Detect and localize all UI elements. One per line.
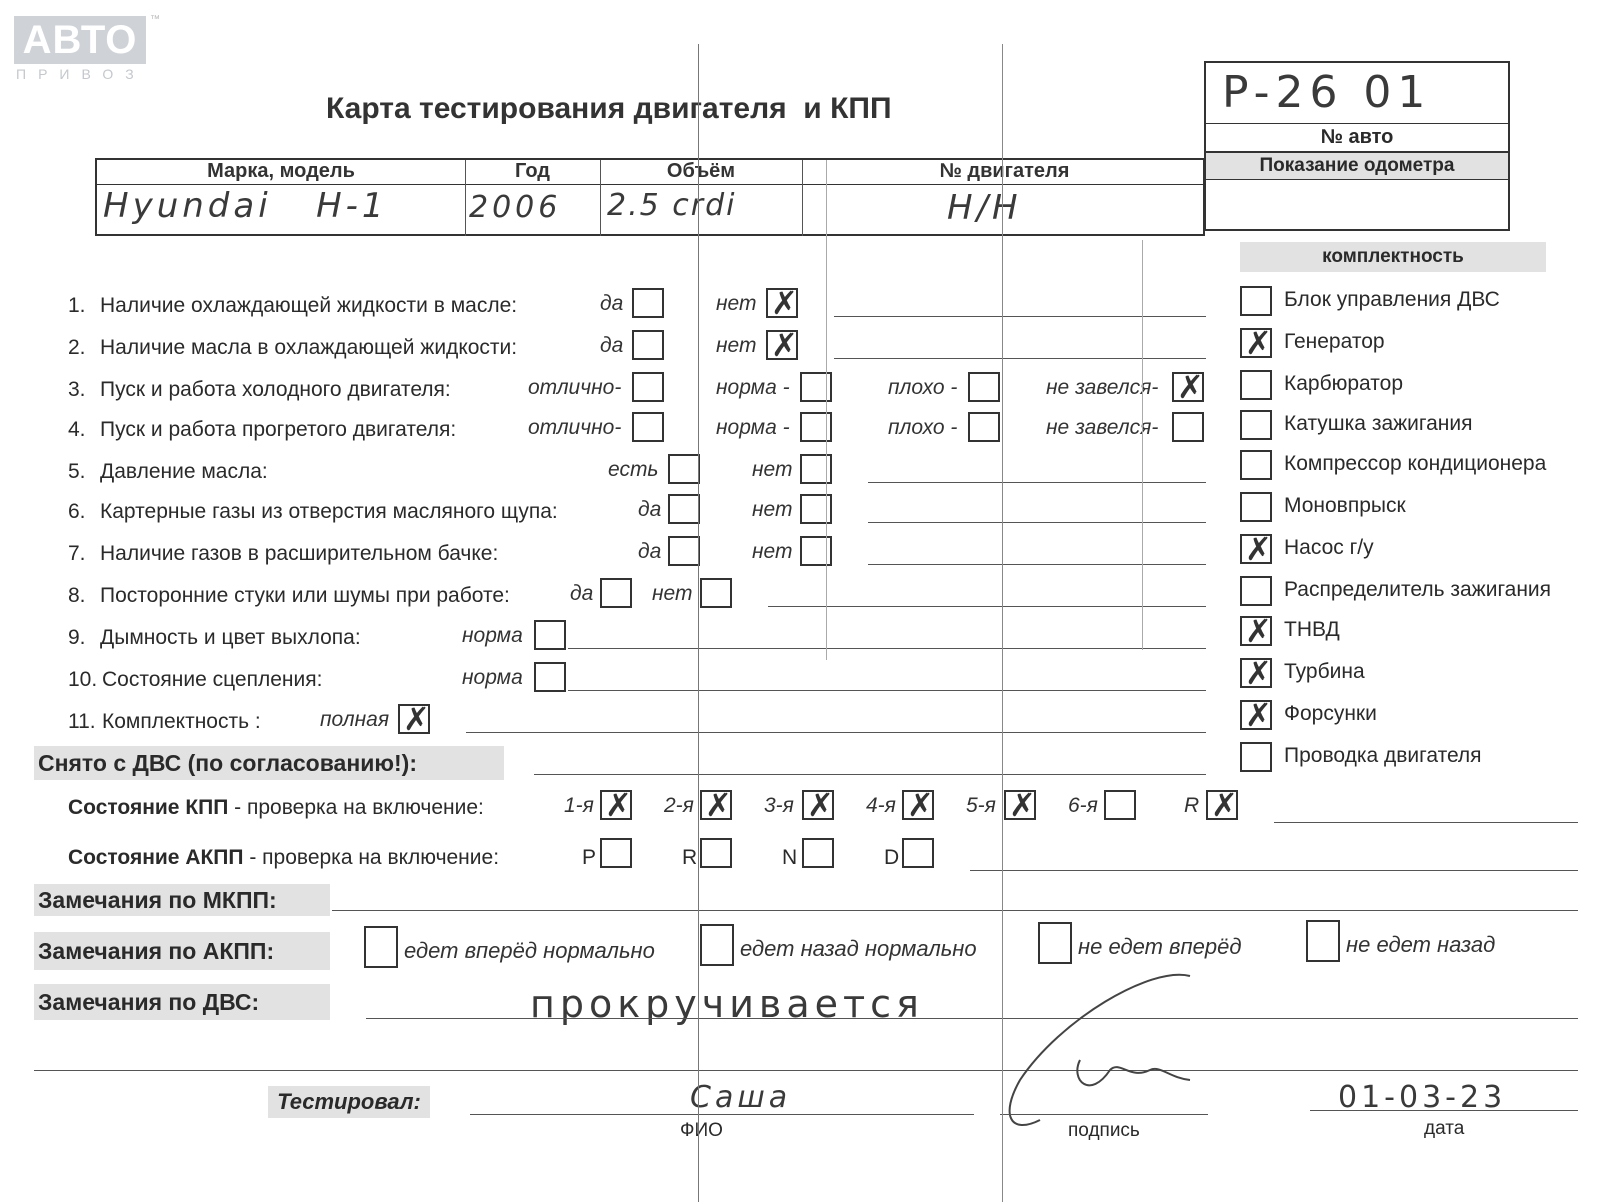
answer-line[interactable] bbox=[768, 606, 1206, 607]
checkbox[interactable] bbox=[668, 454, 700, 484]
akpp-option-label: едет назад нормально bbox=[740, 936, 977, 961]
question-text: Комплектность : bbox=[102, 710, 261, 733]
akpp-label-bold: Состояние АКПП bbox=[68, 846, 244, 869]
checkbox[interactable] bbox=[1004, 790, 1036, 820]
checkbox[interactable] bbox=[1240, 410, 1272, 440]
fold-line bbox=[1002, 44, 1003, 1202]
checkbox[interactable] bbox=[398, 704, 430, 734]
checkbox[interactable] bbox=[800, 454, 832, 484]
make-model-value: Hyundai H-1 bbox=[103, 186, 388, 226]
checkbox[interactable] bbox=[700, 790, 732, 820]
odometer-value[interactable] bbox=[1206, 181, 1508, 227]
checkbox[interactable] bbox=[766, 288, 798, 318]
answer-line[interactable] bbox=[868, 482, 1206, 483]
gear-label: R bbox=[1184, 794, 1200, 817]
completeness-label: Проводка двигателя bbox=[1284, 744, 1482, 767]
fio-value: Саша bbox=[690, 1080, 792, 1115]
option-label: нет bbox=[752, 458, 793, 481]
mode-label: P bbox=[582, 846, 597, 869]
option-label: полная bbox=[320, 708, 390, 731]
kpp-label-rest: - проверка на включение: bbox=[228, 796, 484, 819]
option-label: да bbox=[638, 540, 662, 563]
akpp-remarks-label: Замечания по АКПП: bbox=[34, 932, 330, 970]
id-label: № авто bbox=[1206, 123, 1508, 149]
odometer-box bbox=[1204, 153, 1510, 231]
checkbox[interactable] bbox=[802, 838, 834, 868]
checkbox[interactable] bbox=[800, 372, 832, 402]
logo-tm: ™ bbox=[150, 14, 160, 25]
mode-label: R bbox=[682, 846, 698, 869]
answer-line[interactable] bbox=[868, 522, 1206, 523]
checkbox[interactable] bbox=[802, 790, 834, 820]
header-volume-label: Объём bbox=[666, 160, 736, 182]
question-number: 6. bbox=[68, 500, 86, 523]
question-text: Посторонние стуки или шумы при работе: bbox=[100, 584, 510, 607]
checkbox[interactable] bbox=[700, 578, 732, 608]
mkpp-remarks-line[interactable] bbox=[332, 910, 1578, 911]
checkbox[interactable] bbox=[534, 620, 566, 650]
completeness-label: Форсунки bbox=[1284, 702, 1377, 725]
tested-label: Тестировал: bbox=[268, 1086, 430, 1118]
checkbox[interactable] bbox=[632, 412, 664, 442]
option-label: нет bbox=[716, 334, 757, 357]
fold-line bbox=[826, 160, 827, 660]
akpp-label bbox=[68, 846, 499, 870]
checkbox[interactable] bbox=[700, 838, 732, 868]
option-label: норма - bbox=[716, 416, 790, 439]
option-label: плохо - bbox=[888, 376, 958, 399]
option-label: нет bbox=[752, 540, 793, 563]
fio-line[interactable] bbox=[470, 1114, 974, 1115]
date-line[interactable] bbox=[1310, 1110, 1578, 1111]
question-text: Пуск и работа холодного двигателя: bbox=[100, 378, 451, 401]
question-number: 10. bbox=[68, 668, 98, 691]
completeness-label: Блок управления ДВС bbox=[1284, 288, 1500, 311]
checkbox[interactable] bbox=[1240, 286, 1272, 316]
page-title: Карта тестирования двигателя и КПП bbox=[326, 92, 892, 125]
completeness-label: Катушка зажигания bbox=[1284, 412, 1473, 435]
checkbox[interactable] bbox=[902, 790, 934, 820]
signature-line[interactable] bbox=[1000, 1114, 1208, 1115]
volume-value: 2.5 crdi bbox=[607, 188, 737, 223]
question-text: Наличие масла в охлаждающей жидкости: bbox=[100, 336, 518, 359]
checkbox[interactable] bbox=[1240, 492, 1272, 522]
option-label: нет bbox=[716, 292, 757, 315]
vehicle-header-table bbox=[95, 158, 1205, 236]
id-box bbox=[1204, 61, 1510, 153]
header-make-label: Марка, модель bbox=[207, 160, 355, 182]
gear-label: 2-я bbox=[664, 794, 694, 817]
checkbox[interactable] bbox=[632, 288, 664, 318]
checkbox[interactable] bbox=[700, 924, 734, 966]
mkpp-remarks-label: Замечания по МКПП: bbox=[34, 884, 330, 916]
year-value: 2006 bbox=[469, 190, 562, 225]
gear-label: 1-я bbox=[564, 794, 594, 817]
checkbox[interactable] bbox=[800, 536, 832, 566]
option-label: да bbox=[570, 582, 594, 605]
checkbox[interactable] bbox=[1104, 790, 1136, 820]
question-text: Картерные газы из отверстия масляного щупа: bbox=[100, 500, 558, 523]
option-label: плохо - bbox=[888, 416, 958, 439]
mode-label: N bbox=[782, 846, 798, 869]
checkbox[interactable] bbox=[1172, 372, 1204, 402]
checkbox[interactable] bbox=[902, 838, 934, 868]
question-number: 1. bbox=[68, 294, 86, 317]
option-label: не завелся- bbox=[1046, 376, 1159, 399]
option-label: да bbox=[600, 292, 624, 315]
checkbox[interactable] bbox=[632, 372, 664, 402]
option-label: отлично- bbox=[528, 416, 622, 439]
akpp-option-label: не едет вперёд bbox=[1078, 934, 1242, 959]
gear-label: 4-я bbox=[866, 794, 896, 817]
removed-label: Снято с ДВС (по согласованию!): bbox=[34, 746, 504, 780]
signature-label: подпись bbox=[1068, 1120, 1140, 1141]
completeness-label: Карбюратор bbox=[1284, 372, 1404, 395]
dvs-remarks-label: Замечания по ДВС: bbox=[34, 984, 330, 1020]
question-number: 8. bbox=[68, 584, 86, 607]
logo-main: АВТО bbox=[14, 16, 146, 64]
checkbox[interactable] bbox=[1240, 534, 1272, 564]
completeness-label: Генератор bbox=[1284, 330, 1385, 353]
completeness-label: Моновпрыск bbox=[1284, 494, 1406, 517]
answer-line[interactable] bbox=[834, 358, 1206, 359]
option-label: есть bbox=[608, 458, 659, 481]
kpp-label-bold: Состояние КПП bbox=[68, 796, 229, 819]
akpp-line[interactable] bbox=[970, 870, 1578, 871]
option-label: да bbox=[600, 334, 624, 357]
question-text: Дымность и цвет выхлопа: bbox=[100, 626, 361, 649]
checkbox[interactable] bbox=[600, 790, 632, 820]
checkbox[interactable] bbox=[1306, 920, 1340, 962]
header-year-label: Год bbox=[515, 160, 550, 182]
question-text: Пуск и работа прогретого двигателя: bbox=[100, 418, 457, 441]
odometer-label: Показание одометра bbox=[1206, 153, 1508, 180]
checkbox[interactable] bbox=[800, 494, 832, 524]
akpp-label-rest: - проверка на включение: bbox=[243, 846, 500, 869]
completeness-label: Насос г/у bbox=[1284, 536, 1374, 559]
fold-line bbox=[698, 44, 699, 1202]
header-engine-label: № двигателя bbox=[939, 160, 1070, 182]
question-number: 2. bbox=[68, 336, 86, 359]
checkbox[interactable] bbox=[668, 536, 700, 566]
question-number: 9. bbox=[68, 626, 86, 649]
kpp-label bbox=[68, 796, 484, 820]
completeness-label: Компрессор кондиционера bbox=[1284, 452, 1547, 475]
question-number: 7. bbox=[68, 542, 86, 565]
answer-line[interactable] bbox=[568, 690, 1206, 691]
option-label: норма - bbox=[716, 376, 790, 399]
akpp-option-label: не едет назад bbox=[1346, 932, 1496, 957]
checkbox[interactable] bbox=[600, 838, 632, 868]
answer-line[interactable] bbox=[466, 732, 1206, 733]
question-number: 4. bbox=[68, 418, 86, 441]
answer-line[interactable] bbox=[568, 648, 1206, 649]
completeness-title: комплектность bbox=[1240, 242, 1546, 272]
answer-line[interactable] bbox=[834, 316, 1206, 317]
gear-label: 5-я bbox=[966, 794, 996, 817]
completeness-label: Турбина bbox=[1284, 660, 1365, 683]
question-text: Состояние сцепления: bbox=[102, 668, 323, 691]
checkbox[interactable] bbox=[968, 412, 1000, 442]
question-number: 5. bbox=[68, 460, 86, 483]
option-label: не завелся- bbox=[1046, 416, 1159, 439]
checkbox[interactable] bbox=[1240, 700, 1272, 730]
akpp-option-label: едет вперёд нормально bbox=[404, 938, 655, 963]
checkbox[interactable] bbox=[1038, 922, 1072, 964]
checkbox[interactable] bbox=[364, 926, 398, 968]
checkbox[interactable] bbox=[1240, 742, 1272, 772]
gear-label: 3-я bbox=[764, 794, 794, 817]
dvs-remarks-value: прокручивается bbox=[530, 982, 924, 1026]
engine-number-value: H/H bbox=[947, 188, 1022, 228]
logo-sub: ПРИВОЗ bbox=[16, 66, 146, 82]
checkbox[interactable] bbox=[1240, 616, 1272, 646]
checkbox[interactable] bbox=[1240, 576, 1272, 606]
checkbox[interactable] bbox=[600, 578, 632, 608]
question-number: 11. bbox=[68, 710, 96, 733]
question-text: Наличие газов в расширительном бачке: bbox=[100, 542, 499, 565]
option-label: нет bbox=[652, 582, 693, 605]
gear-label: 6-я bbox=[1068, 794, 1098, 817]
mode-label: D bbox=[884, 846, 900, 869]
option-label: нет bbox=[752, 498, 793, 521]
checkbox[interactable] bbox=[766, 330, 798, 360]
kpp-line[interactable] bbox=[1274, 822, 1578, 823]
answer-line[interactable] bbox=[868, 564, 1206, 565]
checkbox[interactable] bbox=[534, 662, 566, 692]
checkbox[interactable] bbox=[800, 412, 832, 442]
option-label: норма bbox=[462, 666, 523, 689]
checkbox[interactable] bbox=[1240, 658, 1272, 688]
option-label: норма bbox=[462, 624, 523, 647]
date-label: дата bbox=[1424, 1118, 1465, 1139]
checkbox[interactable] bbox=[1240, 370, 1272, 400]
id-value: P-26 01 bbox=[1222, 67, 1432, 118]
checkbox[interactable] bbox=[632, 330, 664, 360]
completeness-label: ТНВД bbox=[1284, 618, 1340, 641]
checkbox[interactable] bbox=[1172, 412, 1204, 442]
checkbox[interactable] bbox=[1206, 790, 1238, 820]
completeness-label: Распределитель зажигания bbox=[1284, 578, 1552, 601]
dvs-remarks-line-2[interactable] bbox=[34, 1070, 1578, 1071]
completeness-list bbox=[1240, 286, 1580, 786]
date-value: 01-03-23 bbox=[1338, 1080, 1507, 1115]
checkbox[interactable] bbox=[1240, 450, 1272, 480]
checkbox[interactable] bbox=[968, 372, 1000, 402]
checkbox[interactable] bbox=[668, 494, 700, 524]
option-label: отлично- bbox=[528, 376, 622, 399]
question-text: Наличие охлаждающей жидкости в масле: bbox=[100, 294, 518, 317]
fio-label: ФИО bbox=[680, 1120, 723, 1141]
question-text: Давление масла: bbox=[100, 460, 268, 483]
removed-line[interactable] bbox=[534, 774, 1206, 775]
fold-line bbox=[1142, 240, 1143, 650]
checkbox[interactable] bbox=[1240, 328, 1272, 358]
question-number: 3. bbox=[68, 378, 86, 401]
logo bbox=[14, 16, 164, 86]
option-label: да bbox=[638, 498, 662, 521]
dvs-remarks-line[interactable] bbox=[366, 1018, 1578, 1019]
